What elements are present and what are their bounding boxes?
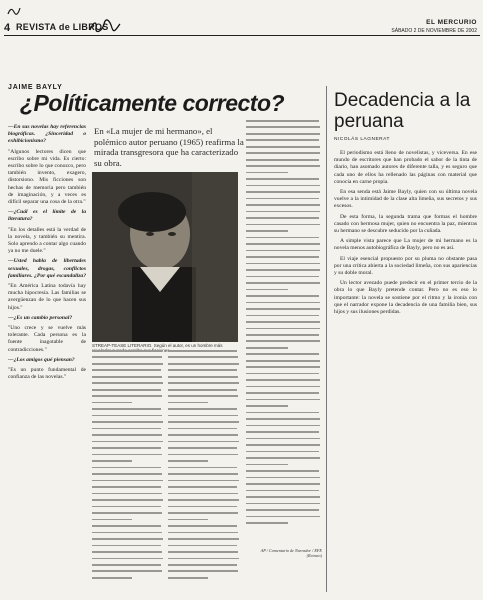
text-line [246, 451, 319, 453]
text-line [92, 564, 161, 566]
text-line [168, 408, 237, 410]
text-line [246, 211, 320, 213]
text-line [246, 353, 319, 355]
handwritten-signature [88, 18, 122, 34]
review-headline: Decadencia a la peruana [334, 90, 471, 132]
text-line [168, 512, 238, 514]
text-line [246, 490, 319, 492]
interview-question: —Usted habla de libertades sexuales, drogas, conflictos familiares. ¿Por qué escandaliza? [8, 258, 86, 279]
text-line [246, 412, 319, 414]
text-line [246, 172, 288, 174]
text-line [246, 503, 320, 505]
page-number: 4 [4, 22, 11, 34]
review-paragraph: A simple vista parece que La mujer de mi hermano es la novela menos autobiográfica de Bayly, pero no es así. [334, 238, 477, 252]
handwritten-mark [6, 4, 22, 18]
text-line [246, 516, 320, 518]
text-line [92, 369, 161, 371]
text-line [246, 464, 288, 466]
text-line [168, 467, 237, 469]
text-line [246, 217, 319, 219]
text-line [168, 551, 238, 553]
text-line [246, 263, 320, 265]
text-line [246, 483, 320, 485]
text-line [168, 532, 238, 534]
text-line [92, 538, 163, 540]
text-line [92, 408, 161, 410]
text-line [168, 363, 239, 365]
text-line [92, 415, 162, 417]
text-line [246, 243, 320, 245]
photo-credit: AP / Comentario de Narrador / EFE (Retrato) [260, 548, 322, 558]
interview-answer: "Algunos lectores dicen que escribo sobre mi vida. Es cierto: escribo sobre lo que conozco, pero también invento, exagero, distorsiono. Mis ficciones son hechas de memoria pero también de imaginación, y a veces es difícil separar una cosa de la otra." [8, 148, 86, 206]
text-line [168, 499, 239, 501]
text-line [168, 486, 237, 488]
review-paragraph: El periodismo está lleno de novelistas, y viceversa. En ese mundo de escritores que han probado el sabor de la tinta de diario, han asomado autores de diferente talla, y es seguro que cada uno de ellos ha rellenado las páginas con material que conocía en carne propia. [334, 150, 477, 185]
text-line [168, 525, 237, 527]
review-paragraph: En esa senda está Jaime Bayly, quien con su última novela vuelve a la intimidad de la clase alta limeña, sus secretos y sus excesos. [334, 189, 477, 210]
text-line [168, 558, 239, 560]
text-line [246, 139, 319, 141]
text-line [246, 431, 319, 433]
body-column [92, 350, 164, 590]
interview-question: —¿Los amigos qué piensan? [8, 356, 75, 363]
text-line [246, 315, 319, 317]
text-line [168, 415, 238, 417]
text-line [92, 551, 162, 553]
text-line [92, 532, 162, 534]
text-line [168, 473, 238, 475]
newspaper-name: EL MERCURIO [426, 19, 477, 26]
text-line [246, 366, 320, 368]
text-line [246, 230, 288, 232]
text-line [168, 506, 237, 508]
review-paragraph: Un lector avezado puede predecir en el primer tercio de la obra lo que Bayly pretende contar. Pero no es eso lo importante: la novela se sostiene por el ritmo y la ironía con que el narrador expone la decadencia de una familia bien, sus hijos y sus ilusiones perdidas. [334, 280, 477, 316]
text-line [246, 295, 319, 297]
text-line [246, 237, 319, 239]
text-line [168, 402, 208, 404]
text-line [92, 434, 162, 436]
review-author: NICOLÁS LAGNERAT [334, 137, 390, 142]
text-line [92, 467, 161, 469]
text-line [246, 444, 320, 446]
text-line [168, 441, 239, 443]
text-line [92, 519, 132, 521]
text-line [168, 389, 237, 391]
text-line [168, 577, 208, 579]
text-line [92, 441, 163, 443]
interview-answer: "Es un punto fundamental de confianza de las novelas." [8, 367, 86, 381]
text-line [92, 363, 163, 365]
interview-answer: "En América Latina todavía hay mucha hipocresía. Las familias se avergüenzan de lo que hacen sus hijos." [8, 283, 86, 311]
text-line [92, 493, 162, 495]
text-line [92, 512, 162, 514]
article-author: JAIME BAYLY [8, 84, 63, 91]
text-line [246, 178, 319, 180]
text-line [246, 477, 320, 479]
text-line [92, 447, 161, 449]
text-line [246, 405, 288, 407]
text-line [246, 418, 320, 420]
text-line [168, 434, 238, 436]
text-line [246, 133, 320, 135]
text-line [92, 428, 161, 430]
text-line [246, 269, 320, 271]
text-line [168, 421, 239, 423]
text-line [92, 421, 163, 423]
article-headline: ¿Políticamente correcto? [20, 90, 285, 116]
text-line [246, 392, 319, 394]
column-divider [326, 86, 327, 592]
text-line [246, 185, 320, 187]
text-line [92, 395, 162, 397]
text-line [246, 159, 319, 161]
section-title: REVISTA de LIBROS [16, 22, 109, 32]
text-line [246, 256, 319, 258]
text-line [92, 389, 161, 391]
text-line [92, 577, 132, 579]
review-body [334, 150, 477, 594]
text-line [92, 356, 162, 358]
text-line [246, 120, 319, 122]
text-line [246, 457, 320, 459]
review-paragraph: De esta forma, la segunda trama que formas el hombre casado con hermosa mujer, quien no encuentra la paz, mientras su hermano se descubre seducido por la cuñada. [334, 213, 477, 235]
text-line [168, 570, 238, 572]
text-line [168, 545, 237, 547]
text-line [168, 376, 238, 378]
text-line [246, 438, 320, 440]
interview-question: —¿Es un cambio personal? [8, 314, 73, 321]
text-line [168, 480, 239, 482]
text-line [246, 425, 320, 427]
body-column [168, 350, 240, 590]
text-line [246, 282, 320, 284]
text-line [168, 428, 237, 430]
text-line [246, 379, 320, 381]
text-line [246, 328, 320, 330]
text-line [92, 545, 161, 547]
text-line [168, 382, 239, 384]
interview-answer: "En los detalles está la verdad de la novela, y también su mentira. Solo aprendo a contar algo cuando ya no me duele." [8, 226, 86, 255]
text-line [246, 470, 319, 472]
text-line [168, 460, 208, 462]
text-line [168, 369, 237, 371]
text-line [246, 302, 320, 304]
text-line [246, 340, 320, 342]
interview-column [8, 124, 86, 594]
text-line [246, 308, 320, 310]
masthead-rule [4, 35, 480, 36]
text-line [246, 386, 320, 388]
review-paragraph: El viaje esencial propuesto por su pluma no obstante pasa por una crítica abierta a la sociedad limeña, con sus apariencias y su doble moral. [334, 255, 477, 277]
text-line [246, 509, 319, 511]
issue-date: SÁBADO 2 DE NOVIEMBRE DE 2002 [391, 28, 477, 34]
text-line [92, 525, 161, 527]
author-photo [92, 172, 238, 342]
text-line [246, 198, 319, 200]
text-line [168, 519, 208, 521]
text-line [246, 224, 320, 226]
text-line [92, 382, 163, 384]
text-line [92, 350, 161, 352]
text-line [92, 506, 161, 508]
text-line [246, 334, 319, 336]
text-line [246, 522, 288, 524]
text-line [168, 538, 239, 540]
text-line [246, 347, 288, 349]
text-line [246, 399, 320, 401]
text-line [246, 496, 320, 498]
text-line [246, 204, 320, 206]
text-line [92, 570, 162, 572]
interview-question: —En sus novelas hay referencias biográficas. ¿Sinceridad o exhibicionismo? [8, 124, 86, 145]
text-line [246, 126, 320, 128]
text-line [92, 460, 132, 462]
text-line [168, 395, 238, 397]
text-line [246, 289, 288, 291]
text-line [168, 493, 238, 495]
text-line [246, 250, 320, 252]
text-line [168, 356, 238, 358]
text-line [246, 373, 319, 375]
text-line [92, 480, 163, 482]
interview-answer: "Uno crece y se vuelve más tolerante. Cada persona es la fuente inagotable de contradicciones." [8, 325, 86, 353]
text-line [246, 146, 320, 148]
interview-question: —¿Cuál es el límite de la literatura? [8, 209, 86, 223]
text-line [168, 447, 237, 449]
text-line [168, 564, 237, 566]
article-lead: En «La mujer de mi hermano», el polémico autor peruano (1965) reafirma la mirada transgresora que ha caracterizado su obra. [94, 126, 244, 168]
text-line [92, 473, 162, 475]
text-line [246, 165, 320, 167]
text-line [92, 376, 162, 378]
text-line [168, 454, 238, 456]
text-line [92, 558, 163, 560]
text-line [246, 276, 319, 278]
photo-caption: STREAP-TEASE LITERARIO. Según el autor, es un hombre más ficciones. [92, 343, 223, 353]
text-line [92, 402, 132, 404]
text-line [246, 360, 320, 362]
body-column [246, 120, 322, 590]
text-line [92, 454, 162, 456]
text-line [168, 350, 237, 352]
text-line [92, 499, 163, 501]
text-line [246, 152, 320, 154]
text-line [246, 191, 320, 193]
text-line [246, 321, 320, 323]
text-line [92, 486, 161, 488]
